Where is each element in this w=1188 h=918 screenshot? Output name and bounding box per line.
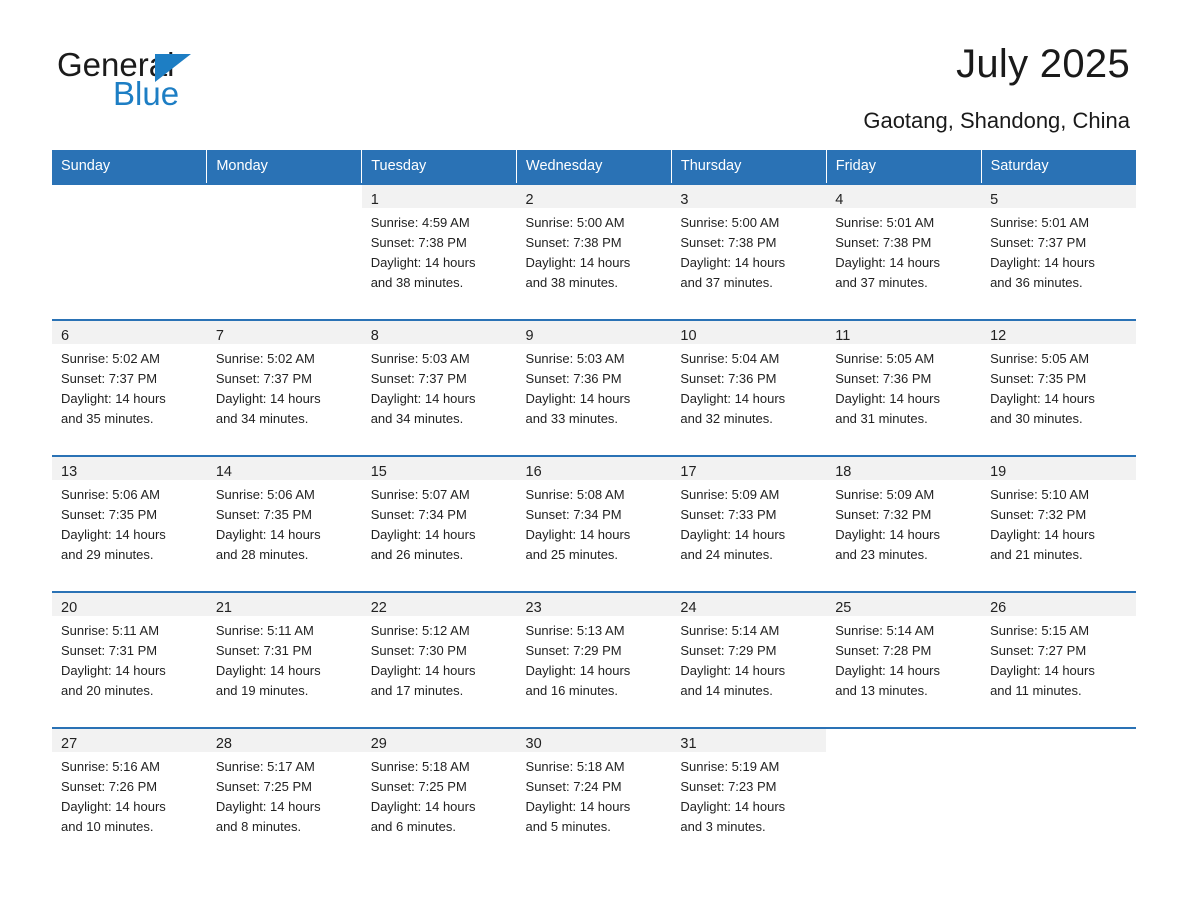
- day-info-line: Sunset: 7:33 PM: [680, 507, 777, 522]
- day-cell-content: [362, 457, 517, 591]
- day-info-line: Sunrise: 5:14 AM: [680, 623, 780, 638]
- day-info-line: Sunrise: 5:19 AM: [680, 759, 780, 774]
- day-number: 16: [517, 457, 672, 480]
- day-info-line: Daylight: 14 hours: [680, 799, 786, 814]
- day-info-line: Sunset: 7:38 PM: [680, 235, 777, 250]
- day-info-line: Sunset: 7:29 PM: [680, 643, 777, 658]
- calendar-week-row: [52, 592, 1136, 728]
- day-cell-content: [517, 593, 672, 727]
- day-info-line: Sunset: 7:38 PM: [525, 235, 622, 250]
- day-number: 30: [517, 729, 672, 752]
- day-info-line: Daylight: 14 hours: [525, 527, 631, 542]
- day-info-line: Sunrise: 5:09 AM: [680, 487, 780, 502]
- day-info-line: Sunrise: 5:03 AM: [525, 351, 625, 366]
- day-sun-info: [52, 616, 207, 701]
- day-info-line: Daylight: 14 hours: [215, 799, 321, 814]
- calendar-day-cell: [981, 456, 1136, 592]
- day-info-line: Sunrise: 5:14 AM: [835, 623, 935, 638]
- day-info-line: Daylight: 14 hours: [990, 255, 1095, 270]
- day-info-line: Daylight: 14 hours: [835, 663, 940, 678]
- day-info-line: Sunrise: 4:59 AM: [370, 215, 470, 230]
- calendar-day-cell: [826, 728, 981, 863]
- day-sun-info: [207, 480, 362, 565]
- day-sun-info: [981, 344, 1136, 429]
- day-info-line: Sunrise: 5:08 AM: [525, 487, 625, 502]
- day-cell-content: [517, 729, 672, 863]
- logo-text-blue: Blue: [113, 75, 180, 112]
- day-info-line: and 8 minutes.: [215, 819, 302, 834]
- weekday-header-monday: Monday: [207, 150, 362, 184]
- day-number: [207, 185, 362, 208]
- day-info-line: Daylight: 14 hours: [61, 391, 166, 406]
- calendar-table: [52, 150, 1136, 863]
- day-sun-info: [671, 344, 826, 429]
- triangle-icon: [155, 54, 191, 82]
- calendar-day-cell: [362, 456, 517, 592]
- day-info-line: and 29 minutes.: [61, 547, 154, 562]
- day-number: 11: [826, 321, 981, 344]
- day-number: [826, 729, 981, 752]
- day-sun-info: [671, 208, 826, 293]
- day-info-line: Sunset: 7:37 PM: [990, 235, 1087, 250]
- day-info-line: Sunrise: 5:07 AM: [370, 487, 470, 502]
- day-info-line: and 26 minutes.: [370, 547, 464, 562]
- day-info-line: Sunset: 7:31 PM: [61, 643, 158, 658]
- day-number: 9: [517, 321, 672, 344]
- day-info-line: and 32 minutes.: [680, 411, 773, 426]
- day-info-line: Daylight: 14 hours: [525, 391, 631, 406]
- day-info-line: and 30 minutes.: [990, 411, 1083, 426]
- calendar-day-cell: [207, 728, 362, 863]
- calendar-day-cell: [517, 320, 672, 456]
- day-sun-info: [517, 616, 672, 701]
- day-info-line: Sunrise: 5:11 AM: [215, 623, 314, 638]
- calendar-week-row: [52, 728, 1136, 863]
- day-info-line: Sunrise: 5:17 AM: [215, 759, 315, 774]
- calendar-day-cell: [517, 592, 672, 728]
- calendar-day-cell: [517, 728, 672, 863]
- calendar-day-cell: [52, 456, 207, 592]
- day-info-line: and 13 minutes.: [835, 683, 928, 698]
- day-number: 15: [362, 457, 517, 480]
- day-info-line: and 21 minutes.: [990, 547, 1083, 562]
- calendar-day-cell: [671, 320, 826, 456]
- day-sun-info: [981, 480, 1136, 565]
- day-number: 12: [981, 321, 1136, 344]
- day-info-line: Daylight: 14 hours: [215, 663, 321, 678]
- day-cell-content: [517, 185, 672, 319]
- calendar-day-cell: [362, 592, 517, 728]
- day-info-line: Sunrise: 5:13 AM: [525, 623, 625, 638]
- day-info-line: Sunset: 7:23 PM: [680, 779, 777, 794]
- day-number: 18: [826, 457, 981, 480]
- day-info-line: Sunrise: 5:00 AM: [525, 215, 625, 230]
- day-sun-info: [826, 616, 981, 701]
- calendar-day-cell: [207, 592, 362, 728]
- day-info-line: and 5 minutes.: [525, 819, 611, 834]
- day-info-line: Sunrise: 5:16 AM: [61, 759, 160, 774]
- day-info-line: Sunrise: 5:12 AM: [370, 623, 470, 638]
- day-cell-content: [981, 457, 1136, 591]
- calendar-week-row: [52, 456, 1136, 592]
- day-info-line: and 17 minutes.: [370, 683, 464, 698]
- day-info-line: Sunrise: 5:02 AM: [61, 351, 160, 366]
- day-info-line: Daylight: 14 hours: [835, 255, 940, 270]
- day-info-line: Daylight: 14 hours: [680, 663, 786, 678]
- day-info-line: and 33 minutes.: [525, 411, 619, 426]
- day-cell-content: [671, 729, 826, 863]
- day-sun-info: [517, 344, 672, 429]
- day-info-line: Daylight: 14 hours: [370, 255, 476, 270]
- day-cell-content: [207, 457, 362, 591]
- day-info-line: Sunset: 7:38 PM: [370, 235, 467, 250]
- day-cell-content: [981, 321, 1136, 455]
- day-info-line: Sunset: 7:25 PM: [215, 779, 312, 794]
- day-sun-info: [517, 752, 672, 837]
- day-cell-content: [207, 729, 362, 863]
- day-sun-info: [207, 616, 362, 701]
- day-info-line: and 10 minutes.: [61, 819, 154, 834]
- day-cell-content: [826, 321, 981, 455]
- day-info-line: Sunset: 7:36 PM: [680, 371, 777, 386]
- day-info-line: Sunset: 7:34 PM: [525, 507, 622, 522]
- day-info-line: Sunrise: 5:18 AM: [525, 759, 625, 774]
- day-info-line: Sunrise: 5:00 AM: [680, 215, 780, 230]
- day-sun-info: [981, 616, 1136, 701]
- day-number: 25: [826, 593, 981, 616]
- day-info-line: Sunset: 7:37 PM: [61, 371, 158, 386]
- day-sun-info: [517, 208, 672, 293]
- weekday-header-saturday: Saturday: [981, 150, 1136, 184]
- day-sun-info: [671, 480, 826, 565]
- calendar-day-cell: [671, 592, 826, 728]
- day-number: 7: [207, 321, 362, 344]
- day-info-line: Daylight: 14 hours: [370, 527, 476, 542]
- calendar-day-cell: [207, 456, 362, 592]
- calendar-day-cell: [207, 320, 362, 456]
- page-header: [52, 0, 1136, 150]
- logo-text-general: General: [57, 46, 175, 83]
- day-cell-content: [362, 729, 517, 863]
- day-info-line: and 19 minutes.: [215, 683, 309, 698]
- day-cell-content: [52, 321, 207, 455]
- day-info-line: Sunrise: 5:15 AM: [990, 623, 1090, 638]
- day-info-line: Daylight: 14 hours: [680, 255, 786, 270]
- day-sun-info: [362, 752, 517, 837]
- day-info-line: and 16 minutes.: [525, 683, 619, 698]
- weekday-header-sunday: Sunday: [52, 150, 207, 184]
- day-sun-info: [52, 344, 207, 429]
- day-info-line: Daylight: 14 hours: [680, 391, 786, 406]
- day-info-line: Sunset: 7:27 PM: [990, 643, 1087, 658]
- day-info-line: and 28 minutes.: [215, 547, 309, 562]
- day-cell-content: [362, 593, 517, 727]
- day-number: 3: [671, 185, 826, 208]
- day-info-line: and 35 minutes.: [61, 411, 154, 426]
- day-info-line: Sunrise: 5:01 AM: [990, 215, 1090, 230]
- day-cell-content: [362, 185, 517, 319]
- day-info-line: and 34 minutes.: [370, 411, 464, 426]
- day-sun-info: [362, 208, 517, 293]
- day-sun-info: [362, 616, 517, 701]
- day-info-line: Sunset: 7:24 PM: [525, 779, 622, 794]
- day-info-line: Daylight: 14 hours: [61, 527, 166, 542]
- day-number: 10: [671, 321, 826, 344]
- day-number: [52, 185, 207, 208]
- day-info-line: Sunset: 7:37 PM: [215, 371, 312, 386]
- calendar-day-cell: [207, 184, 362, 320]
- day-cell-content: [517, 321, 672, 455]
- day-info-line: Sunrise: 5:09 AM: [835, 487, 935, 502]
- day-info-line: Daylight: 14 hours: [680, 527, 786, 542]
- day-sun-info: [671, 752, 826, 837]
- day-cell-content: [826, 185, 981, 319]
- day-info-line: Daylight: 14 hours: [835, 527, 940, 542]
- day-info-line: Daylight: 14 hours: [215, 391, 321, 406]
- day-info-line: Sunset: 7:30 PM: [370, 643, 467, 658]
- day-number: 23: [517, 593, 672, 616]
- day-info-line: and 38 minutes.: [525, 275, 619, 290]
- day-cell-content: [671, 593, 826, 727]
- calendar-day-cell: [362, 184, 517, 320]
- day-info-line: Sunrise: 5:06 AM: [215, 487, 315, 502]
- calendar-day-cell: [52, 592, 207, 728]
- day-info-line: Daylight: 14 hours: [990, 391, 1095, 406]
- day-number: 31: [671, 729, 826, 752]
- day-sun-info: [52, 752, 207, 837]
- day-cell-content: [826, 457, 981, 591]
- day-info-line: and 20 minutes.: [61, 683, 154, 698]
- day-cell-content: [671, 321, 826, 455]
- day-cell-content: [671, 457, 826, 591]
- calendar-day-cell: [517, 184, 672, 320]
- day-cell-content: [671, 185, 826, 319]
- calendar-day-cell: [981, 184, 1136, 320]
- day-info-line: Sunrise: 5:05 AM: [835, 351, 935, 366]
- day-cell-content: [207, 593, 362, 727]
- calendar-day-cell: [826, 456, 981, 592]
- day-info-line: and 3 minutes.: [680, 819, 766, 834]
- day-number: 5: [981, 185, 1136, 208]
- weekday-header-thursday: Thursday: [671, 150, 826, 184]
- day-info-line: and 24 minutes.: [680, 547, 773, 562]
- day-cell-empty: [826, 729, 981, 863]
- day-info-line: and 37 minutes.: [835, 275, 928, 290]
- day-info-line: Sunset: 7:36 PM: [525, 371, 622, 386]
- calendar-day-cell: [981, 728, 1136, 863]
- day-info-line: Sunrise: 5:01 AM: [835, 215, 935, 230]
- day-number: 13: [52, 457, 207, 480]
- day-info-line: Daylight: 14 hours: [525, 799, 631, 814]
- day-info-line: and 6 minutes.: [370, 819, 456, 834]
- day-sun-info: [826, 344, 981, 429]
- day-cell-content: [517, 457, 672, 591]
- location-subtitle: Gaotang, Shandong, China: [863, 108, 1130, 133]
- day-number: 2: [517, 185, 672, 208]
- calendar-day-cell: [52, 728, 207, 863]
- day-sun-info: [207, 752, 362, 837]
- weekday-header-tuesday: Tuesday: [362, 150, 517, 184]
- day-sun-info: [52, 480, 207, 565]
- day-number: [981, 729, 1136, 752]
- day-info-line: Sunset: 7:35 PM: [990, 371, 1087, 386]
- day-info-line: Sunset: 7:36 PM: [835, 371, 932, 386]
- day-cell-content: [207, 321, 362, 455]
- day-info-line: Daylight: 14 hours: [835, 391, 940, 406]
- day-number: 19: [981, 457, 1136, 480]
- day-cell-content: [52, 593, 207, 727]
- day-info-line: Sunset: 7:35 PM: [61, 507, 158, 522]
- day-cell-content: [52, 457, 207, 591]
- day-info-line: and 37 minutes.: [680, 275, 773, 290]
- day-info-line: Sunrise: 5:03 AM: [370, 351, 470, 366]
- day-info-line: and 14 minutes.: [680, 683, 773, 698]
- day-number: 6: [52, 321, 207, 344]
- day-number: 17: [671, 457, 826, 480]
- day-info-line: Sunset: 7:32 PM: [990, 507, 1087, 522]
- day-info-line: Daylight: 14 hours: [990, 663, 1095, 678]
- calendar-day-cell: [671, 728, 826, 863]
- calendar-day-cell: [671, 184, 826, 320]
- calendar-day-cell: [826, 592, 981, 728]
- day-info-line: Sunrise: 5:02 AM: [215, 351, 315, 366]
- calendar-day-cell: [671, 456, 826, 592]
- day-info-line: and 25 minutes.: [525, 547, 619, 562]
- day-number: 20: [52, 593, 207, 616]
- day-info-line: Daylight: 14 hours: [525, 255, 631, 270]
- day-info-line: Daylight: 14 hours: [215, 527, 321, 542]
- day-number: 27: [52, 729, 207, 752]
- day-info-line: and 31 minutes.: [835, 411, 928, 426]
- calendar-day-cell: [52, 320, 207, 456]
- day-number: 22: [362, 593, 517, 616]
- day-number: 21: [207, 593, 362, 616]
- day-info-line: Daylight: 14 hours: [370, 799, 476, 814]
- day-info-line: Sunset: 7:25 PM: [370, 779, 467, 794]
- day-info-line: Sunrise: 5:18 AM: [370, 759, 470, 774]
- day-info-line: Daylight: 14 hours: [61, 799, 166, 814]
- day-info-line: Sunrise: 5:04 AM: [680, 351, 780, 366]
- calendar-day-cell: [981, 592, 1136, 728]
- day-info-line: Sunset: 7:37 PM: [370, 371, 467, 386]
- day-number: 1: [362, 185, 517, 208]
- day-info-line: Daylight: 14 hours: [370, 391, 476, 406]
- day-cell-empty: [52, 185, 207, 319]
- page-title: July 2025: [956, 42, 1130, 86]
- day-info-line: Sunset: 7:28 PM: [835, 643, 932, 658]
- day-sun-info: [362, 480, 517, 565]
- calendar-week-row: [52, 184, 1136, 320]
- day-number: 24: [671, 593, 826, 616]
- day-cell-empty: [981, 729, 1136, 863]
- calendar-day-cell: [981, 320, 1136, 456]
- day-number: 4: [826, 185, 981, 208]
- day-info-line: Sunrise: 5:05 AM: [990, 351, 1090, 366]
- day-info-line: Sunset: 7:29 PM: [525, 643, 622, 658]
- day-info-line: and 34 minutes.: [215, 411, 309, 426]
- day-info-line: and 23 minutes.: [835, 547, 928, 562]
- day-cell-content: [981, 185, 1136, 319]
- day-info-line: Sunset: 7:35 PM: [215, 507, 312, 522]
- day-info-line: Sunset: 7:34 PM: [370, 507, 467, 522]
- day-sun-info: [362, 344, 517, 429]
- calendar-day-cell: [362, 320, 517, 456]
- day-info-line: Sunset: 7:32 PM: [835, 507, 932, 522]
- day-info-line: Sunrise: 5:06 AM: [61, 487, 160, 502]
- day-sun-info: [826, 208, 981, 293]
- day-info-line: and 11 minutes.: [990, 683, 1082, 698]
- day-cell-empty: [207, 185, 362, 319]
- day-sun-info: [826, 480, 981, 565]
- weekday-header-wednesday: Wednesday: [517, 150, 672, 184]
- calendar-day-cell: [52, 184, 207, 320]
- day-sun-info: [981, 208, 1136, 293]
- day-info-line: Sunrise: 5:10 AM: [990, 487, 1090, 502]
- day-cell-content: [52, 729, 207, 863]
- day-info-line: Sunset: 7:26 PM: [61, 779, 158, 794]
- day-info-line: Daylight: 14 hours: [990, 527, 1095, 542]
- day-number: 28: [207, 729, 362, 752]
- day-number: 26: [981, 593, 1136, 616]
- day-sun-info: [517, 480, 672, 565]
- day-info-line: Daylight: 14 hours: [525, 663, 631, 678]
- day-info-line: Sunset: 7:38 PM: [835, 235, 932, 250]
- day-info-line: Sunset: 7:31 PM: [215, 643, 312, 658]
- day-cell-content: [981, 593, 1136, 727]
- weekday-header-friday: Friday: [826, 150, 981, 184]
- day-info-line: Daylight: 14 hours: [370, 663, 476, 678]
- generalblue-logo: [57, 48, 179, 110]
- day-number: 14: [207, 457, 362, 480]
- day-number: 29: [362, 729, 517, 752]
- day-cell-content: [826, 593, 981, 727]
- day-number: 8: [362, 321, 517, 344]
- day-info-line: and 38 minutes.: [370, 275, 464, 290]
- day-sun-info: [207, 344, 362, 429]
- calendar-day-cell: [826, 184, 981, 320]
- calendar-day-cell: [362, 728, 517, 863]
- calendar-week-row: [52, 320, 1136, 456]
- weekday-header-row: [52, 150, 1136, 184]
- calendar-day-cell: [517, 456, 672, 592]
- day-cell-content: [362, 321, 517, 455]
- day-info-line: and 36 minutes.: [990, 275, 1083, 290]
- day-info-line: Sunrise: 5:11 AM: [61, 623, 160, 638]
- calendar-day-cell: [826, 320, 981, 456]
- day-info-line: Daylight: 14 hours: [61, 663, 166, 678]
- day-sun-info: [671, 616, 826, 701]
